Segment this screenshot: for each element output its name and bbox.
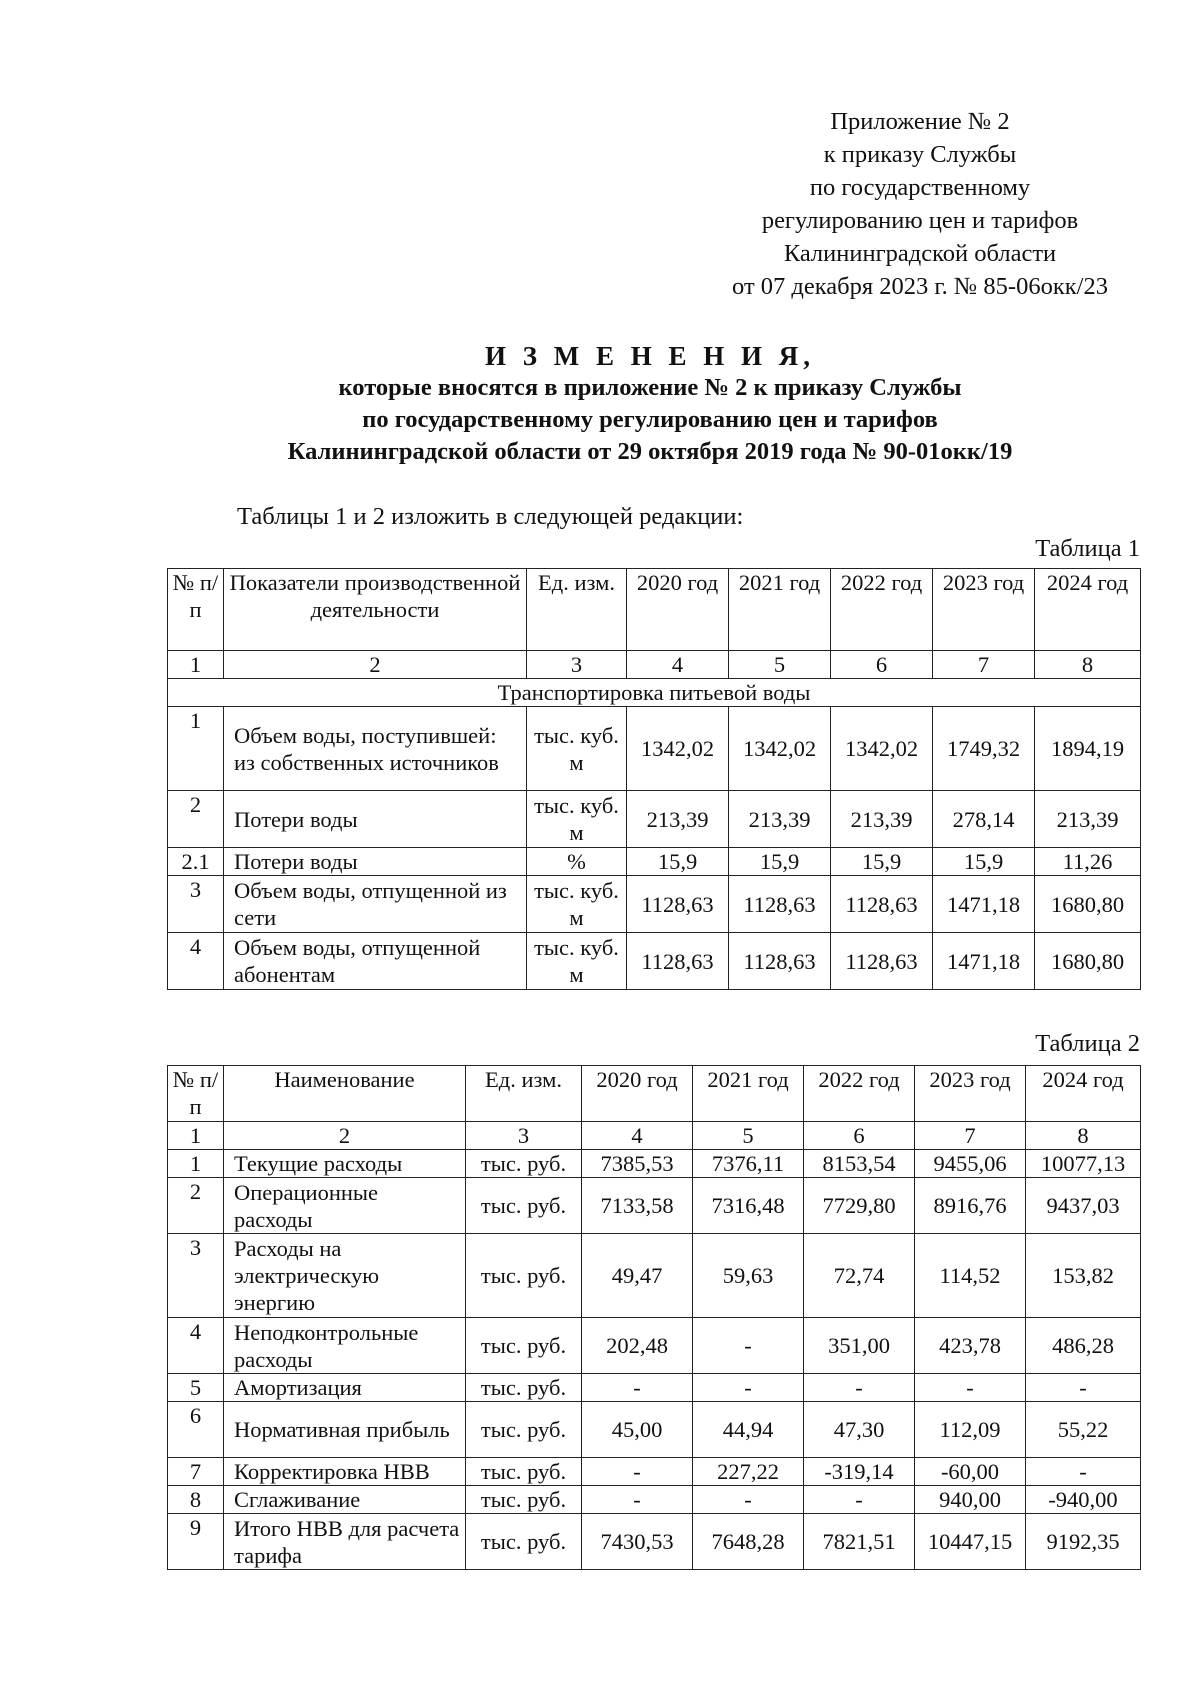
row-value: 114,52	[915, 1234, 1026, 1318]
row-name: Нормативная прибыль	[224, 1402, 466, 1458]
row-value: 351,00	[804, 1318, 915, 1374]
row-unit: тыс. куб. м	[527, 791, 627, 848]
column-number: 7	[915, 1122, 1026, 1150]
column-number: 6	[831, 651, 933, 679]
column-number: 8	[1026, 1122, 1141, 1150]
row-value: 7821,51	[804, 1514, 915, 1570]
row-unit: тыс. куб. м	[527, 876, 627, 933]
row-value: 9192,35	[1026, 1514, 1141, 1570]
row-value: 9455,06	[915, 1150, 1026, 1178]
table2-header-cell: 2021 год	[693, 1066, 804, 1122]
table1-header-cell: 2020 год	[627, 569, 729, 651]
row-value: -940,00	[1026, 1486, 1141, 1514]
column-number: 5	[693, 1122, 804, 1150]
table2-caption: Таблица 2	[1035, 1030, 1140, 1057]
row-value: 1128,63	[627, 933, 729, 990]
row-number: 1	[168, 1150, 224, 1178]
table1-header-cell: 2024 год	[1035, 569, 1141, 651]
table1-header-cell: 2021 год	[729, 569, 831, 651]
row-value: 10077,13	[1026, 1150, 1141, 1178]
row-name: Корректировка НВВ	[224, 1458, 466, 1486]
row-unit: тыс. руб.	[466, 1318, 582, 1374]
heading-line: которые вносятся в приложение № 2 к приказу Службы	[338, 374, 962, 401]
row-value: 8153,54	[804, 1150, 915, 1178]
row-value: 423,78	[915, 1318, 1026, 1374]
row-name: Операционные расходы	[224, 1178, 466, 1234]
row-value: 8916,76	[915, 1178, 1026, 1234]
row-value: 213,39	[831, 791, 933, 848]
row-unit: тыс. руб.	[466, 1374, 582, 1402]
row-number: 9	[168, 1514, 224, 1570]
row-unit: %	[527, 848, 627, 876]
table-row	[168, 1318, 1141, 1374]
table-1	[167, 568, 1141, 990]
row-unit: тыс. руб.	[466, 1150, 582, 1178]
row-value: 9437,03	[1026, 1178, 1141, 1234]
heading-title: И З М Е Н Е Н И Я,	[484, 341, 815, 371]
row-value: 1680,80	[1035, 933, 1141, 990]
row-number: 4	[168, 933, 224, 990]
row-number: 7	[168, 1458, 224, 1486]
table-2	[167, 1065, 1141, 1570]
table-row	[168, 791, 1141, 848]
row-value: -	[582, 1374, 693, 1402]
row-value: 213,39	[627, 791, 729, 848]
column-number: 1	[168, 651, 224, 679]
row-unit: тыс. руб.	[466, 1514, 582, 1570]
row-value: 10447,15	[915, 1514, 1026, 1570]
row-value: 72,74	[804, 1234, 915, 1318]
row-value: -	[693, 1318, 804, 1374]
column-number: 8	[1035, 651, 1141, 679]
table-row	[168, 1486, 1141, 1514]
approval-line: Калининградской области	[783, 240, 1057, 267]
row-name: Неподконтрольные расходы	[224, 1318, 466, 1374]
column-number: 2	[224, 651, 527, 679]
row-value: 940,00	[915, 1486, 1026, 1514]
table-row	[168, 1374, 1141, 1402]
row-name: Расходы на электрическую энергию	[224, 1234, 466, 1318]
row-value: 7729,80	[804, 1178, 915, 1234]
row-name: Потери воды	[224, 848, 527, 876]
row-value: -60,00	[915, 1458, 1026, 1486]
table-row	[168, 1514, 1141, 1570]
table-row	[168, 1234, 1141, 1318]
row-number: 5	[168, 1374, 224, 1402]
row-value: 1128,63	[627, 876, 729, 933]
table2-header-cell: № п/п	[168, 1066, 224, 1122]
table1-header-cell: Показатели производственной деятельности	[224, 569, 527, 651]
row-unit: тыс. руб.	[466, 1402, 582, 1458]
heading-line: по государственному регулированию цен и тарифов	[362, 406, 938, 433]
document-heading	[160, 340, 1140, 468]
row-value: -319,14	[804, 1458, 915, 1486]
row-number: 6	[168, 1402, 224, 1458]
table1-column-numbers-row	[168, 651, 1141, 679]
row-value: 1471,18	[933, 876, 1035, 933]
row-number: 2.1	[168, 848, 224, 876]
approval-line: от 07 декабря 2023 г. № 85-06окк/23	[732, 273, 1108, 300]
row-name: Объем воды, отпущенной абонентам	[224, 933, 527, 990]
table2-header-cell: Наименование	[224, 1066, 466, 1122]
row-value: -	[1026, 1458, 1141, 1486]
row-value: 49,47	[582, 1234, 693, 1318]
row-name: Объем воды, отпущенной из сети	[224, 876, 527, 933]
row-value: 213,39	[729, 791, 831, 848]
row-value: 213,39	[1035, 791, 1141, 848]
row-unit: тыс. руб.	[466, 1458, 582, 1486]
table-row	[168, 1402, 1141, 1458]
column-number: 3	[466, 1122, 582, 1150]
table-row	[168, 1150, 1141, 1178]
table1-header-cell: № п/п	[168, 569, 224, 651]
table1-header-cell: Ед. изм.	[527, 569, 627, 651]
row-value: 11,26	[1035, 848, 1141, 876]
table1-header-row	[168, 569, 1141, 651]
row-number: 2	[168, 1178, 224, 1234]
row-unit: тыс. куб. м	[527, 707, 627, 791]
row-value: 7430,53	[582, 1514, 693, 1570]
row-name: Амортизация	[224, 1374, 466, 1402]
row-name: Потери воды	[224, 791, 527, 848]
row-value: 112,09	[915, 1402, 1026, 1458]
row-unit: тыс. руб.	[466, 1178, 582, 1234]
table2-header-row	[168, 1066, 1141, 1122]
row-value: -	[804, 1374, 915, 1402]
row-value: 7648,28	[693, 1514, 804, 1570]
row-value: 7133,58	[582, 1178, 693, 1234]
row-value: 202,48	[582, 1318, 693, 1374]
row-value: 1342,02	[831, 707, 933, 791]
row-value: 153,82	[1026, 1234, 1141, 1318]
column-number: 2	[224, 1122, 466, 1150]
row-name: Итого НВВ для расчета тарифа	[224, 1514, 466, 1570]
approval-line: регулированию цен и тарифов	[761, 207, 1079, 234]
column-number: 7	[933, 651, 1035, 679]
column-number: 4	[627, 651, 729, 679]
row-value: 45,00	[582, 1402, 693, 1458]
row-value: 1128,63	[729, 876, 831, 933]
heading-line: Калининградской области от 29 октября 2019 года № 90-01окк/19	[287, 438, 1013, 465]
row-unit: тыс. руб.	[466, 1486, 582, 1514]
table1-header-cell: 2022 год	[831, 569, 933, 651]
table2-header-cell: 2020 год	[582, 1066, 693, 1122]
row-value: 486,28	[1026, 1318, 1141, 1374]
table2-header-cell: Ед. изм.	[466, 1066, 582, 1122]
row-number: 8	[168, 1486, 224, 1514]
row-value: 44,94	[693, 1402, 804, 1458]
column-number: 4	[582, 1122, 693, 1150]
intro-text: Таблицы 1 и 2 изложить в следующей редакции:	[237, 503, 744, 530]
row-value: 59,63	[693, 1234, 804, 1318]
row-number: 4	[168, 1318, 224, 1374]
row-value: -	[915, 1374, 1026, 1402]
row-value: 7316,48	[693, 1178, 804, 1234]
table1-caption: Таблица 1	[1035, 535, 1140, 562]
approval-line: Приложение № 2	[830, 108, 1010, 135]
table2-header-cell: 2023 год	[915, 1066, 1026, 1122]
column-number: 3	[527, 651, 627, 679]
table1-section-row	[168, 679, 1141, 707]
row-name: Текущие расходы	[224, 1150, 466, 1178]
table2-column-numbers-row	[168, 1122, 1141, 1150]
row-value: -	[582, 1486, 693, 1514]
row-value: -	[582, 1458, 693, 1486]
column-number: 5	[729, 651, 831, 679]
row-unit: тыс. руб.	[466, 1234, 582, 1318]
table-row	[168, 1178, 1141, 1234]
table1-header-cell: 2023 год	[933, 569, 1035, 651]
table2-header-cell: 2022 год	[804, 1066, 915, 1122]
table2-header-cell: 2024 год	[1026, 1066, 1141, 1122]
row-value: 1471,18	[933, 933, 1035, 990]
table-row	[168, 848, 1141, 876]
row-number: 3	[168, 1234, 224, 1318]
approval-line: по государственному	[809, 174, 1031, 201]
row-value: 1342,02	[729, 707, 831, 791]
row-value: 1749,32	[933, 707, 1035, 791]
row-name: Сглаживание	[224, 1486, 466, 1514]
row-value: 1894,19	[1035, 707, 1141, 791]
table-row	[168, 707, 1141, 791]
table-row	[168, 876, 1141, 933]
row-value: 1342,02	[627, 707, 729, 791]
row-value: 278,14	[933, 791, 1035, 848]
row-value: 55,22	[1026, 1402, 1141, 1458]
row-value: 1680,80	[1035, 876, 1141, 933]
row-value: -	[804, 1486, 915, 1514]
row-value: 7376,11	[693, 1150, 804, 1178]
row-value: 15,9	[933, 848, 1035, 876]
table-row	[168, 1458, 1141, 1486]
column-number: 1	[168, 1122, 224, 1150]
row-value: 7385,53	[582, 1150, 693, 1178]
row-unit: тыс. куб. м	[527, 933, 627, 990]
row-value: 15,9	[627, 848, 729, 876]
table-row	[168, 933, 1141, 990]
approval-block	[680, 105, 1160, 303]
section-title: Транспортировка питьевой воды	[168, 679, 1141, 707]
row-value: -	[693, 1374, 804, 1402]
approval-line: к приказу Службы	[823, 141, 1017, 168]
row-value: 227,22	[693, 1458, 804, 1486]
row-value: -	[1026, 1374, 1141, 1402]
row-name: Объем воды, поступившей: из собственных источников	[224, 707, 527, 791]
column-number: 6	[804, 1122, 915, 1150]
row-value: 15,9	[831, 848, 933, 876]
row-number: 1	[168, 707, 224, 791]
row-value: -	[693, 1486, 804, 1514]
row-number: 3	[168, 876, 224, 933]
row-value: 15,9	[729, 848, 831, 876]
row-value: 1128,63	[831, 876, 933, 933]
row-number: 2	[168, 791, 224, 848]
row-value: 1128,63	[831, 933, 933, 990]
row-value: 1128,63	[729, 933, 831, 990]
row-value: 47,30	[804, 1402, 915, 1458]
